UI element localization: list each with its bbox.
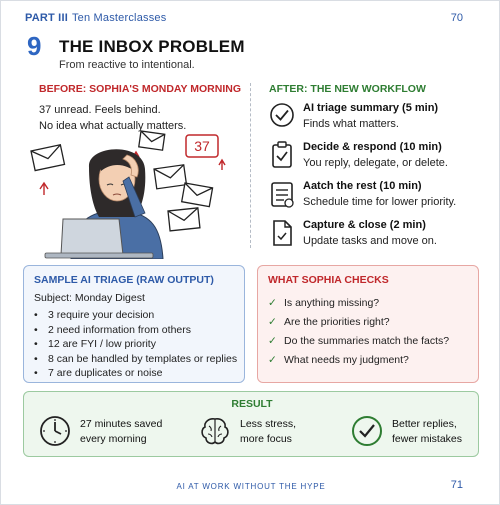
- result-line-1: Better replies,: [392, 418, 457, 430]
- result-box: [23, 391, 479, 457]
- stressed-woman-illustration: [23, 127, 245, 259]
- chapter-title: THE INBOX PROBLEM: [59, 37, 245, 56]
- before-line-2: No idea what actually matters.: [39, 120, 187, 132]
- list-item: ✓ Is anything missing?: [268, 294, 449, 313]
- step-description: Update tasks and move on.: [303, 235, 437, 247]
- clipboard-check-icon: [269, 140, 295, 170]
- chapter-subtitle: From reactive to intentional.: [59, 59, 195, 71]
- checkmark-icon: ✓: [268, 354, 277, 366]
- header-page-number: 70: [450, 12, 463, 24]
- batch-list-icon: [269, 179, 295, 209]
- section-label: Ten Masterclasses: [71, 12, 167, 24]
- list-item: ✓ What needs my judgment?: [268, 351, 449, 370]
- step-description: Finds what matters.: [303, 118, 399, 130]
- checkmark-icon: ✓: [268, 297, 277, 309]
- check-circle-icon: [269, 101, 295, 131]
- before-heading: BEFORE: SOPHIA'S MONDAY MORNING: [39, 83, 242, 95]
- result-line-2: every morning: [80, 433, 147, 445]
- step-title: Decide & respond (10 min): [303, 141, 442, 153]
- checks-box: [257, 265, 479, 383]
- workflow-step: [269, 218, 489, 252]
- unread-badge-count: 37: [194, 138, 210, 154]
- step-description: Schedule time for lower priority.: [303, 196, 457, 208]
- running-footer: AI AT WORK WITHOUT THE HYPE: [176, 482, 326, 491]
- step-description: You reply, delegate, or delete.: [303, 157, 448, 169]
- list-item: • 8 can be handled by templates or replies: [34, 352, 238, 365]
- step-title: AI triage summary (5 min): [303, 102, 439, 114]
- checks-heading: WHAT SOPHIA CHECKS: [268, 274, 389, 286]
- result-line-2: more focus: [240, 433, 292, 445]
- column-divider: [250, 83, 251, 248]
- result-line-1: 27 minutes saved: [80, 418, 163, 430]
- footer-page-number: 71: [450, 479, 463, 491]
- triage-box: [23, 265, 245, 383]
- clock-icon: [38, 414, 72, 448]
- list-item: ✓ Are the priorities right?: [268, 313, 449, 332]
- workflow-step: [269, 140, 489, 174]
- result-item: [350, 414, 476, 454]
- check-circle-icon: [350, 414, 384, 448]
- checkmark-icon: ✓: [268, 316, 277, 328]
- list-item: • 3 require your decision: [34, 309, 155, 321]
- step-title: Capture & close (2 min): [303, 219, 426, 231]
- list-item: ✓ Do the summaries match the facts?: [268, 332, 449, 351]
- unread-badge: [186, 135, 218, 157]
- chapter-number: 9: [27, 31, 42, 61]
- workflow-step: [269, 101, 489, 135]
- result-line-2: fewer mistakes: [392, 433, 463, 445]
- result-item: [198, 414, 318, 454]
- document-icon: [269, 218, 295, 248]
- checks-list: [268, 294, 449, 370]
- before-line-1: 37 unread. Feels behind.: [39, 104, 161, 116]
- triage-subject: Subject: Monday Digest: [34, 292, 145, 304]
- brain-icon: [198, 414, 232, 448]
- list-item: • 12 are FYI / low priority: [34, 338, 156, 351]
- result-item: [38, 414, 178, 454]
- checkmark-icon: ✓: [268, 335, 277, 347]
- triage-list: [34, 308, 237, 381]
- part-label: PART III: [25, 12, 68, 24]
- list-item: • 7 are duplicates or noise: [34, 367, 163, 380]
- list-item: • 2 need information from others: [34, 323, 191, 336]
- triage-heading: SAMPLE AI TRIAGE (RAW OUTPUT): [34, 274, 214, 286]
- running-header: [25, 12, 166, 24]
- result-heading: RESULT: [231, 398, 273, 410]
- result-line-1: Less stress,: [240, 418, 297, 430]
- after-heading: AFTER: THE NEW WORKFLOW: [269, 83, 426, 95]
- workflow-step: [269, 179, 489, 213]
- step-title: Aatch the rest (10 min): [303, 180, 422, 192]
